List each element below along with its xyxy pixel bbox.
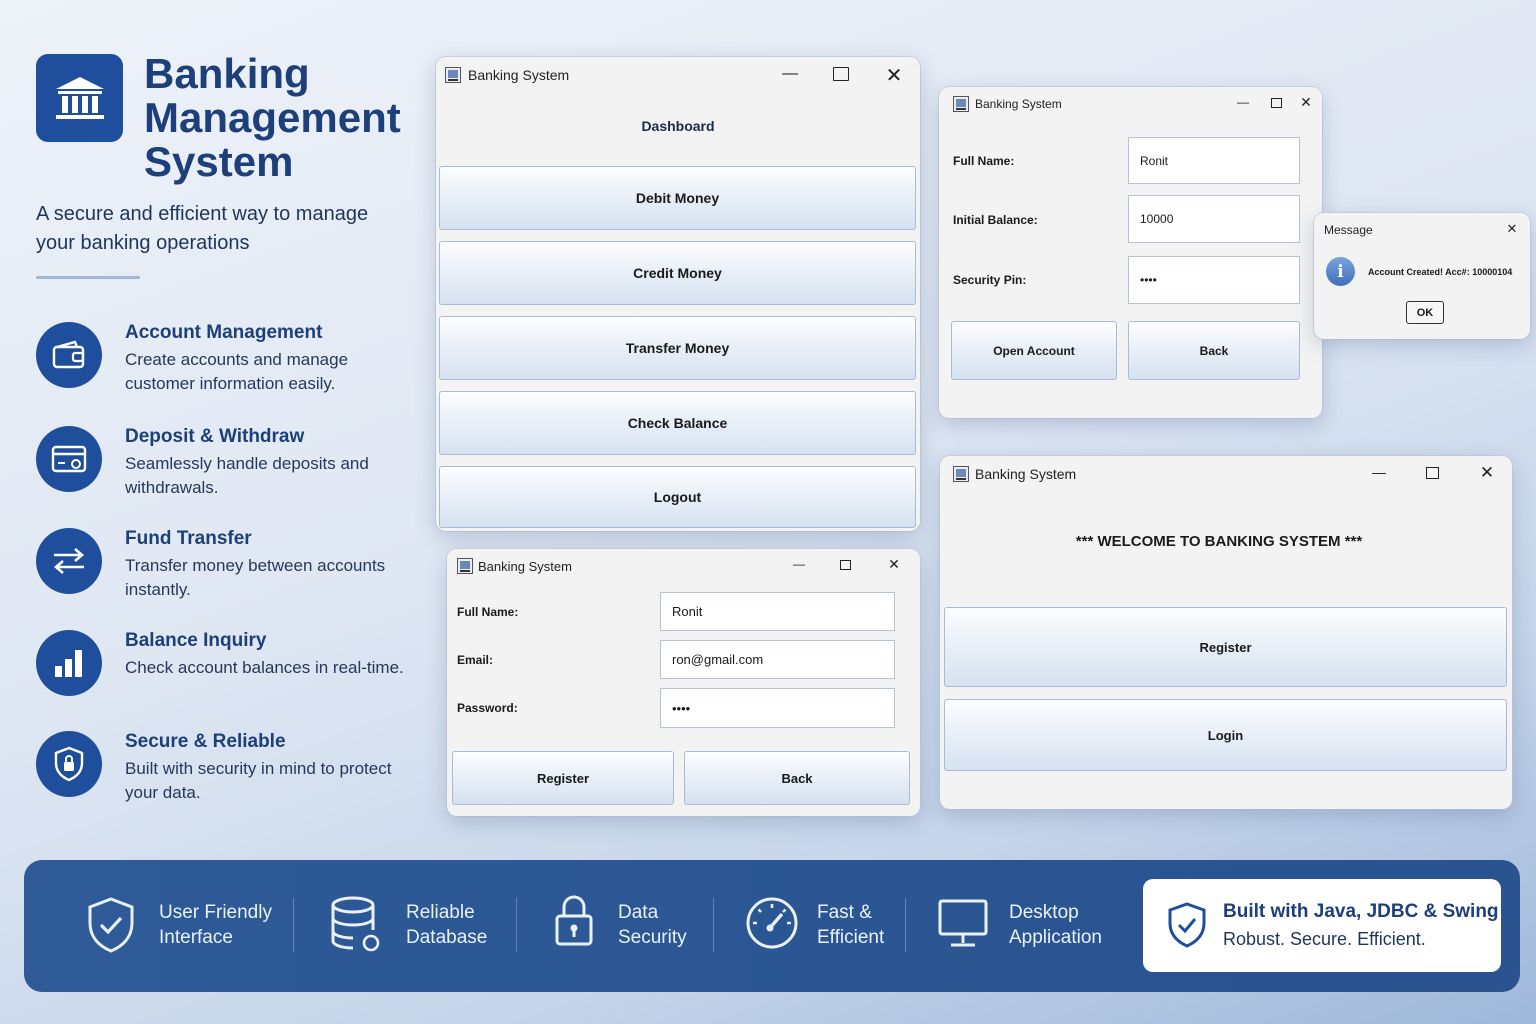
- message-text: Account Created! Acc#: 10000104: [1368, 267, 1513, 277]
- banner-item-line1: User Friendly: [159, 902, 272, 923]
- full-name-field[interactable]: Ronit: [660, 592, 895, 631]
- feature-description: Transfer money between accounts instantly.: [125, 556, 386, 599]
- register-button[interactable]: Register: [944, 607, 1507, 687]
- ok-button[interactable]: OK: [1406, 301, 1444, 324]
- banner-item-database: [330, 860, 510, 992]
- banner-item-data-security: [554, 860, 704, 992]
- banner-item-line2: Application: [1009, 927, 1102, 948]
- window-title: Banking System: [975, 466, 1077, 482]
- register-button[interactable]: Register: [452, 751, 674, 805]
- banner-item-user-friendly: [86, 860, 286, 992]
- password-label: Password:: [457, 701, 518, 715]
- transfer-money-button[interactable]: Transfer Money: [439, 316, 916, 380]
- close-icon[interactable]: ✕: [1300, 94, 1312, 110]
- feature-description: Create accounts and manage customer information easily.: [125, 350, 349, 393]
- window-title: Banking System: [975, 97, 1062, 111]
- shield-lock-icon: [36, 731, 102, 797]
- feature-description: Built with security in mind to protect your data.: [125, 759, 392, 802]
- java-app-icon: [953, 466, 969, 482]
- banner-item-line2: Efficient: [817, 927, 885, 948]
- titlebar: [939, 87, 1322, 121]
- titlebar: [940, 456, 1512, 492]
- window-title: Banking System: [468, 67, 570, 83]
- feature-balance-inquiry: [36, 630, 416, 720]
- welcome-window: [940, 456, 1512, 809]
- java-app-icon: [953, 96, 969, 112]
- banner-item-fast-efficient: [745, 860, 895, 992]
- tech-stack-card: [1143, 879, 1501, 972]
- security-pin-field[interactable]: ••••: [1128, 256, 1300, 304]
- wallet-icon: [36, 322, 102, 388]
- feature-title: Account Management: [125, 322, 323, 343]
- debit-money-button[interactable]: Debit Money: [439, 166, 916, 230]
- card-icon: [36, 426, 102, 492]
- java-app-icon: [457, 558, 473, 574]
- initial-balance-label: Initial Balance:: [953, 213, 1038, 227]
- banner-item-line1: Fast &: [817, 902, 872, 923]
- feature-secure-reliable: [36, 731, 416, 821]
- minimize-icon[interactable]: —: [1237, 95, 1249, 109]
- bar-chart-icon: [36, 630, 102, 696]
- database-icon: [330, 896, 382, 954]
- banner-item-line1: Data: [618, 902, 659, 923]
- login-button[interactable]: Login: [944, 699, 1507, 771]
- logout-button[interactable]: Logout: [439, 466, 916, 528]
- maximize-icon[interactable]: [833, 67, 849, 81]
- feature-description: Check account balances in real-time.: [125, 658, 404, 677]
- message-dialog: [1314, 213, 1530, 339]
- banner-item-line2: Security: [618, 927, 687, 948]
- dashboard-window: [436, 57, 920, 531]
- window-title: Banking System: [478, 559, 572, 574]
- minimize-icon[interactable]: —: [793, 557, 805, 571]
- feature-title: Deposit & Withdraw: [125, 426, 305, 447]
- full-name-label: Full Name:: [953, 154, 1015, 168]
- close-icon[interactable]: ✕: [1479, 463, 1495, 482]
- titlebar: [447, 549, 920, 583]
- banner-item-line1: Reliable: [406, 902, 475, 923]
- transfer-arrows-icon: [36, 528, 102, 594]
- close-icon[interactable]: ✕: [1506, 221, 1518, 236]
- tagline: A secure and efficient way to manage your banking operations: [36, 203, 369, 254]
- welcome-heading: *** WELCOME TO BANKING SYSTEM ***: [1075, 533, 1363, 550]
- back-button[interactable]: Back: [684, 751, 910, 805]
- email-label: Email:: [457, 653, 494, 667]
- tech-stack-title: Built with Java, JDBC & Swing: [1223, 901, 1499, 922]
- feature-deposit-withdraw: [36, 426, 416, 516]
- speedometer-icon: [745, 896, 799, 950]
- app-logo: [36, 54, 123, 142]
- feature-title: Balance Inquiry: [125, 630, 267, 651]
- full-name-field[interactable]: Ronit: [1128, 137, 1300, 184]
- banner-item-line1: Desktop: [1009, 902, 1079, 923]
- minimize-icon[interactable]: —: [782, 65, 798, 82]
- close-icon[interactable]: ✕: [885, 65, 903, 87]
- app-title: Banking Management System: [144, 50, 401, 185]
- titlebar: [1314, 213, 1530, 245]
- dialog-title: Message: [1324, 223, 1373, 237]
- bank-building-icon: [54, 75, 106, 121]
- register-window: [447, 549, 920, 816]
- shield-check-icon: [1167, 901, 1207, 949]
- tech-stack-subtitle: Robust. Secure. Efficient.: [1223, 929, 1426, 949]
- banner-item-line2: Interface: [159, 927, 233, 948]
- password-field[interactable]: ••••: [660, 688, 895, 728]
- shield-check-icon: [86, 896, 136, 954]
- maximize-icon[interactable]: [1426, 467, 1439, 479]
- padlock-icon: [554, 894, 594, 948]
- banner-separator: [516, 898, 517, 952]
- close-icon[interactable]: ✕: [888, 556, 900, 572]
- banner-separator: [905, 898, 906, 952]
- java-app-icon: [445, 67, 461, 83]
- minimize-icon[interactable]: —: [1372, 464, 1386, 480]
- feature-title: Secure & Reliable: [125, 731, 286, 752]
- titlebar: [436, 57, 920, 95]
- info-icon: i: [1326, 257, 1355, 286]
- banner-separator: [713, 898, 714, 952]
- back-button[interactable]: Back: [1128, 321, 1300, 380]
- feature-title: Fund Transfer: [125, 528, 252, 549]
- banner-item-line2: Database: [406, 927, 488, 948]
- feature-account-management: [36, 322, 416, 412]
- banner-item-desktop-app: [937, 860, 1127, 992]
- credit-money-button[interactable]: Credit Money: [439, 241, 916, 305]
- maximize-icon[interactable]: [840, 560, 851, 570]
- banner-separator: [293, 898, 294, 952]
- full-name-label: Full Name:: [457, 605, 519, 619]
- security-pin-label: Security Pin:: [953, 273, 1027, 287]
- open-account-button[interactable]: Open Account: [951, 321, 1117, 380]
- maximize-icon[interactable]: [1271, 98, 1282, 108]
- email-field[interactable]: ron@gmail.com: [660, 640, 895, 679]
- initial-balance-field[interactable]: 10000: [1128, 195, 1300, 243]
- monitor-icon: [937, 898, 989, 950]
- feature-description: Seamlessly handle deposits and withdrawals.: [125, 454, 369, 497]
- feature-fund-transfer: [36, 528, 416, 618]
- dashboard-heading: Dashboard: [641, 118, 715, 134]
- check-balance-button[interactable]: Check Balance: [439, 391, 916, 455]
- accent-divider: [36, 276, 140, 279]
- open-account-window: [939, 87, 1322, 418]
